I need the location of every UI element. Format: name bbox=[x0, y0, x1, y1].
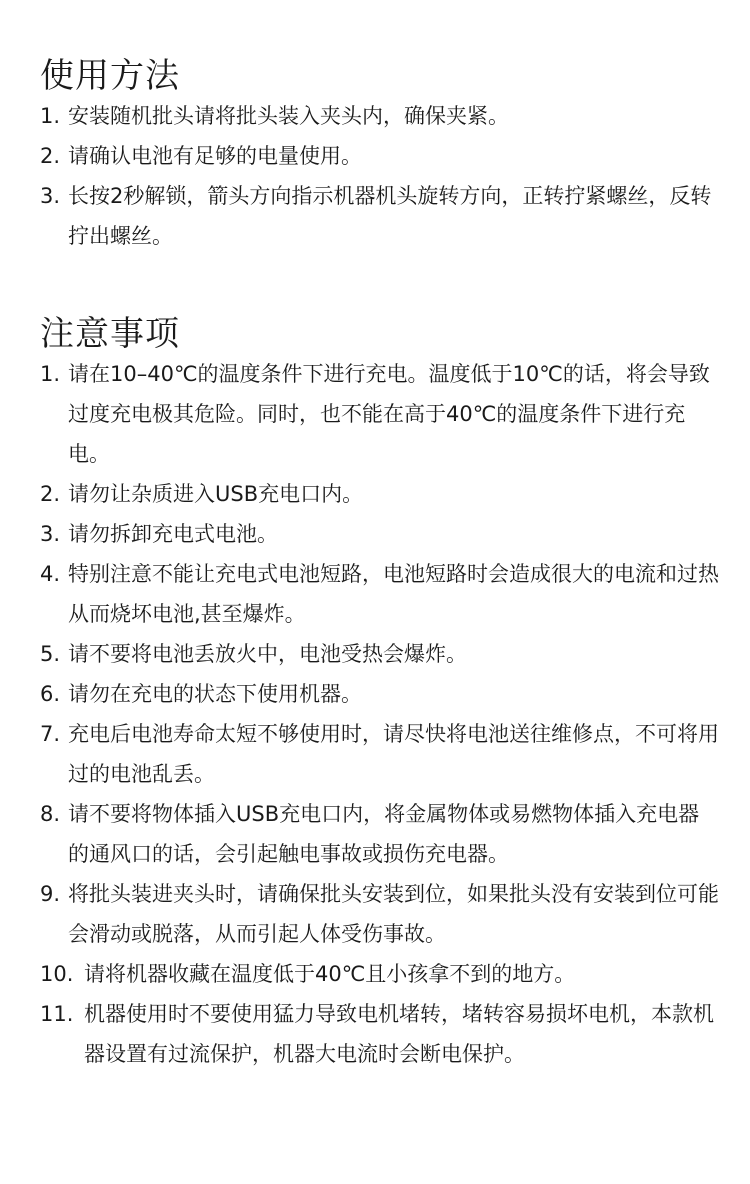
item-number: 1. bbox=[40, 362, 61, 386]
item-number: 3. bbox=[40, 522, 61, 546]
item-text: 充电后电池寿命太短不够使用时，请尽快将电池送往维修点，不可将用过的电池乱丢。 bbox=[68, 722, 719, 786]
usage-item bbox=[40, 96, 720, 136]
item-text: 将批头装进夹头时，请确保批头安装到位，如果批头没有安装到位可能会滑动或脱落，从而引起人体受伤事故。 bbox=[68, 882, 719, 946]
item-number: 7. bbox=[40, 722, 61, 746]
item-number: 9. bbox=[40, 882, 61, 906]
usage-title: 使用方法 bbox=[40, 56, 180, 96]
notes-item bbox=[40, 874, 720, 954]
item-number: 1. bbox=[40, 104, 61, 128]
item-number: 4. bbox=[40, 562, 61, 586]
notes-item bbox=[40, 634, 720, 674]
item-text: 请勿拆卸充电式电池。 bbox=[68, 522, 278, 546]
item-number: 11. bbox=[40, 1002, 74, 1026]
notes-item bbox=[40, 514, 720, 554]
item-number: 2. bbox=[40, 144, 61, 168]
item-text: 长按2秒解锁，箭头方向指示机器机头旋转方向，正转拧紧螺丝，反转拧出螺丝。 bbox=[68, 184, 712, 248]
item-number: 6. bbox=[40, 682, 61, 706]
item-text: 请确认电池有足够的电量使用。 bbox=[68, 144, 362, 168]
item-text: 安装随机批头请将批头装入夹头内，确保夹紧。 bbox=[68, 104, 509, 128]
notes-item bbox=[40, 954, 720, 994]
item-number: 5. bbox=[40, 642, 61, 666]
item-text: 请勿让杂质进入USB充电口内。 bbox=[68, 482, 364, 506]
usage-item bbox=[40, 176, 720, 256]
item-number: 2. bbox=[40, 482, 61, 506]
notes-item bbox=[40, 554, 720, 634]
notes-item bbox=[40, 794, 720, 874]
item-text: 机器使用时不要使用猛力导致电机堵转，堵转容易损坏电机，本款机器设置有过流保护，机器大电流时会断电保护。 bbox=[84, 1002, 714, 1066]
notes-list bbox=[40, 354, 720, 1074]
item-number: 8. bbox=[40, 802, 61, 826]
notes-item bbox=[40, 474, 720, 514]
notes-item bbox=[40, 674, 720, 714]
item-text: 请不要将电池丢放火中，电池受热会爆炸。 bbox=[68, 642, 467, 666]
notes-item bbox=[40, 994, 720, 1074]
usage-list bbox=[40, 96, 720, 256]
notes-item bbox=[40, 714, 720, 794]
item-number: 3. bbox=[40, 184, 61, 208]
usage-item bbox=[40, 136, 720, 176]
notes-item bbox=[40, 354, 720, 474]
notes-title: 注意事项 bbox=[40, 314, 180, 354]
item-number: 10. bbox=[40, 962, 74, 986]
item-text: 请不要将物体插入USB充电口内，将金属物体或易燃物体插入充电器的通风口的话，会引起触电事故或损伤充电器。 bbox=[68, 802, 700, 866]
item-text: 请勿在充电的状态下使用机器。 bbox=[68, 682, 362, 706]
item-text: 请将机器收藏在温度低于40℃且小孩拿不到的地方。 bbox=[84, 962, 576, 986]
item-text: 请在10–40℃的温度条件下进行充电。温度低于10℃的话，将会导致过度充电极其危险。同时，也不能在高于40℃的温度条件下进行充电。 bbox=[68, 362, 710, 466]
item-text: 特别注意不能让充电式电池短路，电池短路时会造成很大的电流和过热从而烧坏电池,甚至爆炸。 bbox=[68, 562, 719, 626]
